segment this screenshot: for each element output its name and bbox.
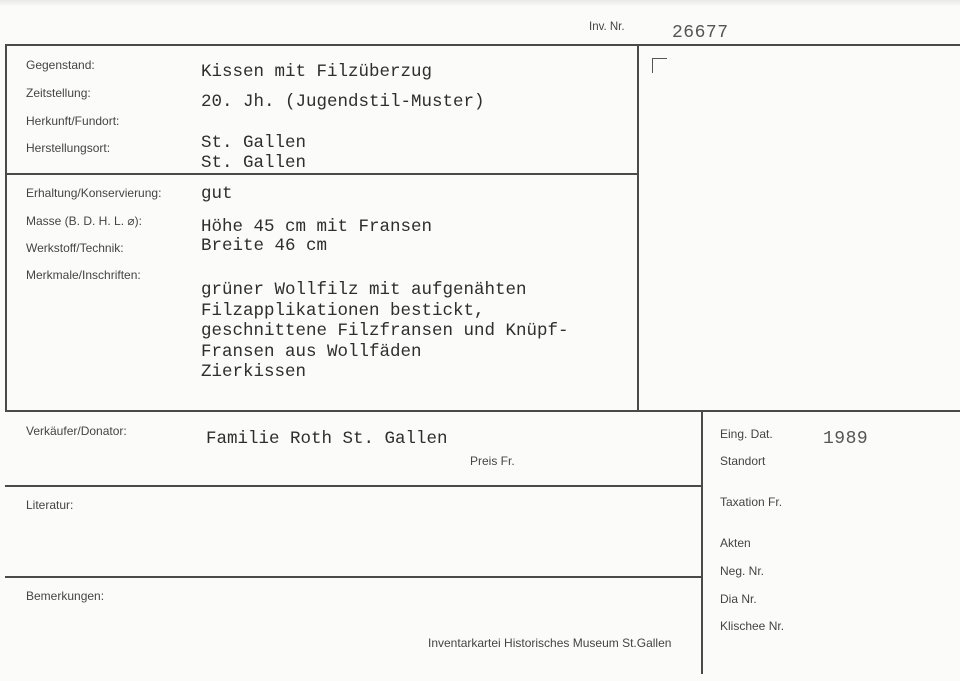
label-eing-dat: Eing. Dat. xyxy=(720,427,773,441)
value-masse-hoehe: Höhe 45 cm mit Fransen xyxy=(201,217,433,237)
value-zeitstellung: 20. Jh. (Jugendstil-Muster) xyxy=(201,92,485,112)
label-klischee-nr: Klischee Nr. xyxy=(720,619,785,633)
inv-nr-label: Inv. Nr. xyxy=(589,21,625,33)
value-eing-dat: 1989 xyxy=(823,429,869,449)
divider-section-2 xyxy=(5,410,960,412)
divider-section-1 xyxy=(5,173,638,175)
divider-verkaeufer xyxy=(5,485,702,487)
label-verkaeufer: Verkäufer/Donator: xyxy=(26,424,127,438)
label-merkmale: Merkmale/Inschriften: xyxy=(26,268,141,282)
label-dia-nr: Dia Nr. xyxy=(720,592,757,606)
value-verkaeufer: Familie Roth St. Gallen xyxy=(206,429,448,449)
value-gegenstand: Kissen mit Filzüberzug xyxy=(201,62,433,82)
label-literatur: Literatur: xyxy=(26,498,74,512)
label-akten: Akten xyxy=(720,536,751,550)
label-bemerkungen: Bemerkungen: xyxy=(26,589,105,603)
label-werkstoff: Werkstoff/Technik: xyxy=(26,241,124,255)
value-merkmale-line: Fransen aus Wollfäden xyxy=(201,342,422,362)
value-masse-breite: Breite 46 cm xyxy=(201,236,328,256)
value-merkmale-line: Filzapplikationen bestickt, xyxy=(201,301,485,321)
inv-nr-value: 26677 xyxy=(672,23,729,43)
divider-literatur xyxy=(5,576,702,578)
card-top-edge xyxy=(0,0,960,6)
value-merkmale-line: geschnittene Filzfransen und Knüpf- xyxy=(201,321,569,341)
label-zeitstellung: Zeitstellung: xyxy=(26,86,91,100)
label-masse: Masse (B. D. H. L. ⌀): xyxy=(26,214,142,228)
label-preis: Preis Fr. xyxy=(470,454,515,468)
value-merkmale-line: grüner Wollfilz mit aufgenähten xyxy=(201,280,527,300)
label-erhaltung: Erhaltung/Konservierung: xyxy=(26,186,162,200)
value-merkmale-line: Zierkissen xyxy=(201,362,307,382)
divider-right-column xyxy=(701,410,703,674)
value-erhaltung: gut xyxy=(201,184,233,204)
value-herkunft: St. Gallen xyxy=(201,133,307,153)
label-taxation: Taxation Fr. xyxy=(720,495,783,509)
label-gegenstand: Gegenstand: xyxy=(26,58,95,72)
divider-top xyxy=(5,44,960,46)
label-neg-nr: Neg. Nr. xyxy=(720,564,765,578)
label-standort: Standort xyxy=(720,454,766,468)
divider-left xyxy=(5,44,7,412)
divider-middle xyxy=(637,44,639,412)
footer-museum: Inventarkartei Historisches Museum St.Gallen xyxy=(428,636,672,650)
label-herkunft: Herkunft/Fundort: xyxy=(26,114,120,128)
value-herstellungsort: St. Gallen xyxy=(201,153,307,173)
label-herstellungsort: Herstellungsort: xyxy=(26,141,111,155)
corner-mark xyxy=(652,58,667,73)
